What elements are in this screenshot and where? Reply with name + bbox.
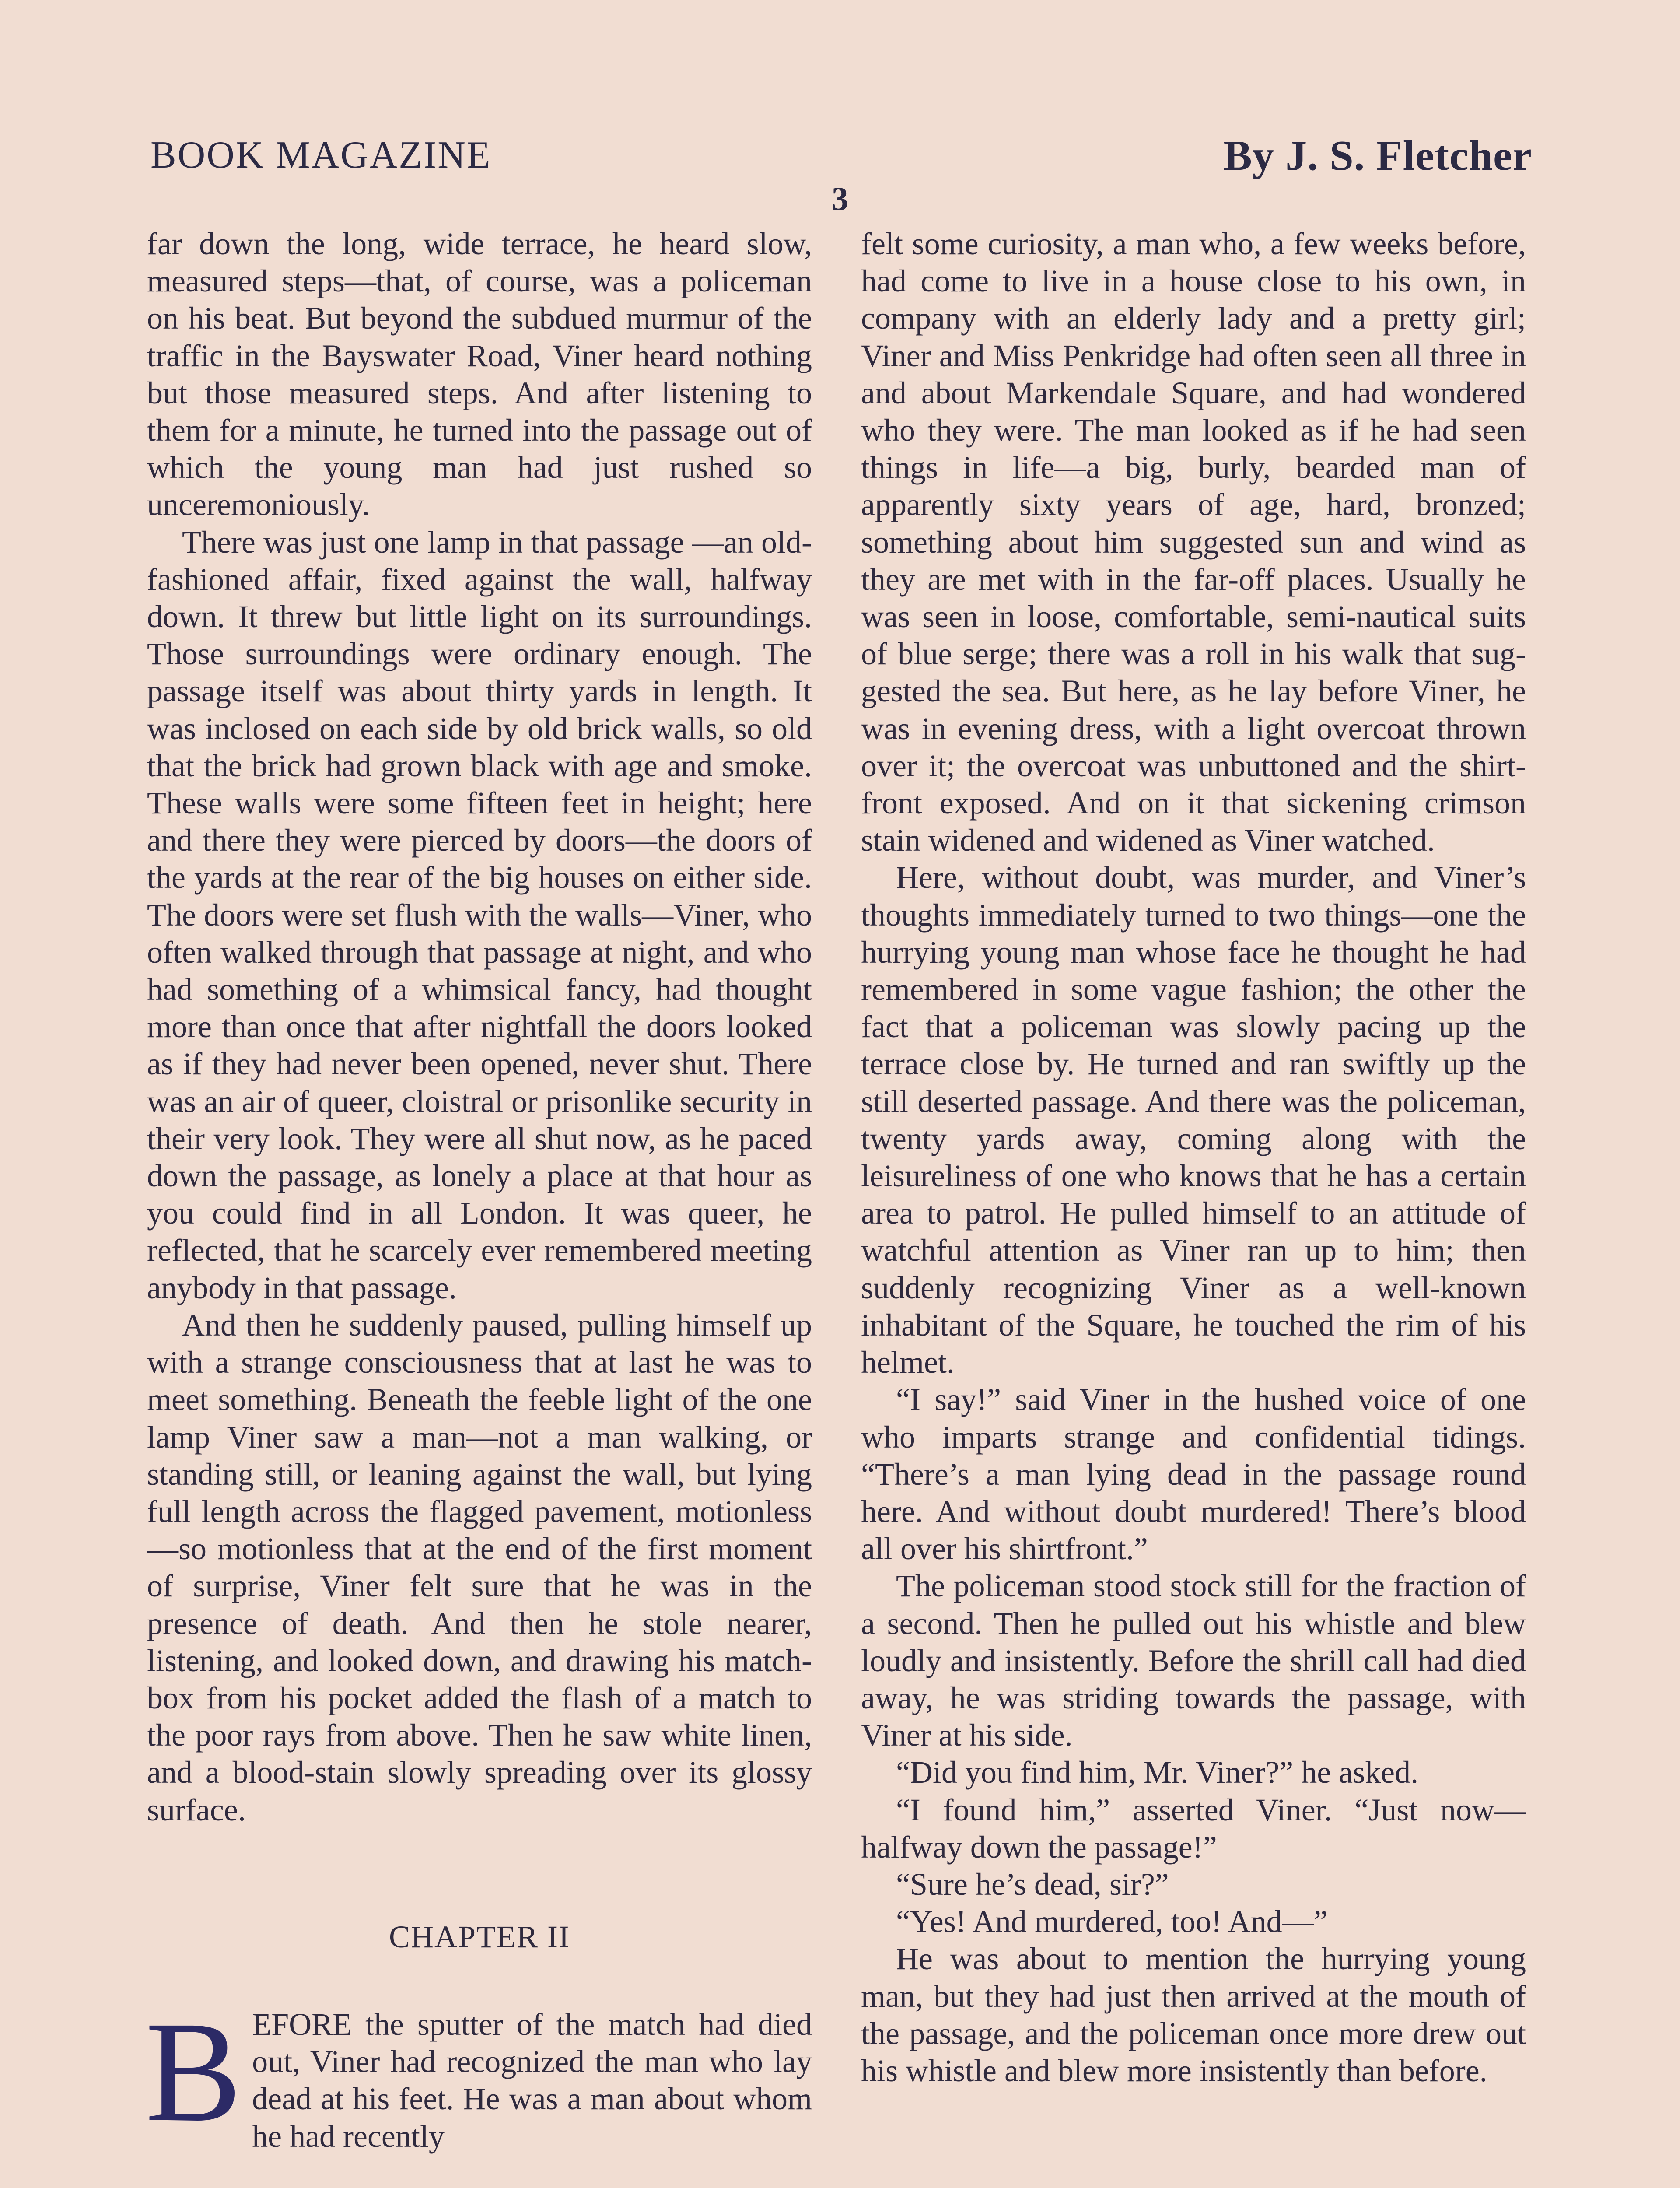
chapter-opening-paragraph (145, 1992, 812, 2155)
paragraph: There was just one lamp in that passage —an old-fashioned affair, fixed against the wall, halfway down. It threw but little light on its surroundings. Those surroundings were ordinary enough. The passage itself was about thirty yards in length. It was inclosed on each side by old brick walls, so old that the brick had grown black with age and smoke. These walls were some fifteen feet in height; here and there they were pierced by doors—the doors of the yards at the rear of the big houses on either side. The doors were set flush with the walls—Viner, who often walked through that passage at night, and who had something of a whimsical fancy, had thought more than once that after nightfall the doors looked as if they had never been opened, never shut. There was an air of queer, cloistral or prisonlike security in their very look. They were all shut now, as he paced down the passage, as lonely a place at that hour as you could find in all London. It was queer, he reflected, that he scarcely ever remembered meeting anybody in that passage. (147, 524, 812, 1305)
drop-cap: B (145, 1992, 242, 2152)
author-byline: By J. S. Fletcher (1223, 132, 1532, 179)
paragraph: “I say!” said Viner in the hushed voice of one who imparts strange and confidential tidings. “There’s a man lying dead in the passage round here. And without doubt murdered! There’s blood all over his shirtfront.” (861, 1382, 1526, 1567)
page-number: 3 (832, 181, 848, 217)
paragraph: “Sure he’s dead, sir?” (896, 1866, 1169, 1902)
paragraph-text: EFORE the sputter of the match had died out, Viner had recognized the man who lay dead at his feet. He was a man about whom he had recently (252, 2006, 812, 2154)
magazine-title: BOOK MAGAZINE (150, 134, 492, 176)
paragraph: Here, without doubt, was murder, and Viner’s thoughts immediately turned to two things—one the hurrying young man whose face he thought he had remembered in some vague fashion; the other the fact that a policeman was slowly pacing up the terrace close by. He turned and ran swiftly up the still deserted passage. And there was the policeman, twenty yards away, coming along with the leisureliness of one who knows that he has a certain area to patrol. He pulled himself to an attitude of watchful attention as Viner ran up to him; then suddenly recognizing Viner as a well-known inhabitant of the Square, he touched the rim of his helmet. (861, 860, 1526, 1380)
paragraph: The policeman stood stock still for the fraction of a second. Then he pulled out his whistle and blew loudly and insistently. Before the shrill call had died away, he was striding towards the passage, with Viner at his side. (861, 1568, 1526, 1753)
chapter-heading: CHAPTER II (389, 1919, 570, 1954)
left-column (147, 225, 812, 2155)
paragraph: “Did you find him, Mr. Viner?” he asked. (896, 1755, 1419, 1790)
paragraph: He was about to mention the hurrying young man, but they had just then arrived at the mouth of the passage, and the policeman once more drew out his whistle and blew more insistently than before. (861, 1941, 1526, 2088)
paragraph: “I found him,” asserted Viner. “Just now—halfway down the passage!” (861, 1792, 1526, 1865)
paragraph: And then he suddenly paused, pulling himself up with a strange consciousness that at last he was to meet something. Beneath the feeble light of the one lamp Viner saw a man—not a man walking, or standing still, or leaning against the wall, but lying full length across the flagged pavement, motionless—so motionless that at the end of the first moment of surprise, Viner felt sure that he was in the presence of death. And then he stole nearer, listening, and looked down, and drawing his matchbox from his pocket added the flash of a match to the poor rays from above. Then he saw white linen, and a blood-stain slowly spreading over its glossy surface. (147, 1307, 812, 1827)
paragraph: far down the long, wide terrace, he heard slow, measured steps—that, of course, was a policeman on his beat. But beyond the subdued murmur of the traffic in the Bayswater Road, Viner heard nothing but those measured steps. And after listening to them for a minute, he turned into the passage out of which the young man had just rushed so unceremoniously. (147, 226, 812, 522)
paragraph: felt some curiosity, a man who, a few weeks before, had come to live in a house close to his own, in company with an elderly lady and a pretty girl; Viner and Miss Penkridge had often seen all three in and about Markendale Square, and had wondered who they were. The man looked as if he had seen things in life—a big, burly, bearded man of apparently sixty years of age, hard, bronzed; something about him suggested sun and wind as they are met with in the far-off places. Usually he was seen in loose, comfortable, semi-nautical suits of blue serge; there was a roll in his walk that suggested the sea. But here, as he lay before Viner, he was in evening dress, with a light overcoat thrown over it; the overcoat was unbuttoned and the shirt-front exposed. And on it that sickening crimson stain widened and widened as Viner watched. (861, 226, 1526, 858)
paragraph: “Yes! And murdered, too! And—” (896, 1904, 1328, 1939)
right-column (861, 225, 1526, 2090)
